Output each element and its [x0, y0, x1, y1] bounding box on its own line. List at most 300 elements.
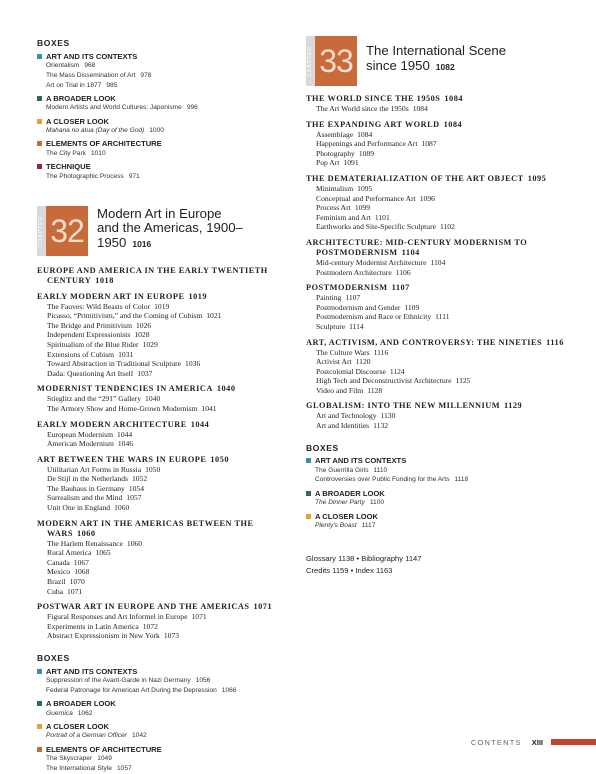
entry-title: Picasso, “Primitivism,” and the Coming of Cubism	[47, 311, 203, 321]
toc-entry	[37, 465, 287, 475]
entry-page: 1060	[126, 538, 143, 548]
entry-title: Mexico	[47, 567, 71, 577]
section-title: ARCHITECTURE: MID-CENTURY MODERNISM TO POSTMODERNISM	[306, 237, 528, 257]
entry-page: 1050	[145, 464, 161, 474]
section-title: EARLY MODERN ART IN EUROPE	[37, 291, 185, 301]
box-item-title: Mahana no atua (Day of the God)	[46, 127, 145, 135]
category-color-square	[306, 514, 311, 519]
entry-page: 1102	[440, 222, 455, 232]
category-color-square	[37, 141, 42, 146]
box-item-page: 996	[186, 104, 198, 112]
entry-page: 1072	[142, 621, 158, 631]
box-category	[37, 666, 287, 676]
section-page: 1060	[76, 528, 96, 538]
box-item-page: 978	[140, 71, 152, 79]
category-color-square	[37, 96, 42, 101]
entry-page: 1071	[67, 586, 83, 596]
entry-page: 1052	[131, 474, 148, 484]
box-item-page: 1100	[369, 499, 385, 507]
backmatter-line: Credits 1159 • Index 1163	[306, 565, 393, 575]
boxes-heading: BOXES	[306, 442, 339, 453]
box-item-page: 1049	[97, 755, 112, 763]
box-item-page: 1000	[149, 127, 164, 135]
entry-page: 1060	[114, 503, 130, 513]
section-heading	[306, 120, 576, 130]
section-title: ART, ACTIVISM, AND CONTROVERSY: THE NINETIES	[306, 337, 543, 347]
box-item-page: 1042	[131, 732, 147, 740]
entry-page: 1104	[430, 257, 446, 267]
toc-entry	[37, 539, 287, 549]
toc-entry	[37, 359, 287, 369]
section-heading	[37, 420, 287, 430]
entry-page: 1114	[349, 321, 364, 331]
entry-title: Painting	[316, 293, 342, 303]
sections	[306, 94, 576, 431]
toc-section	[37, 602, 287, 641]
section-heading	[37, 455, 287, 465]
category-color-square	[306, 491, 311, 496]
chapter-title-text: Modern Art in Europe	[97, 205, 222, 221]
toc-entry	[306, 104, 576, 114]
box-category-label: A BROADER LOOK	[46, 93, 116, 103]
box-item	[37, 71, 287, 81]
box-item-title: The Mass Dissemination of Art	[46, 71, 136, 79]
box-item	[37, 172, 287, 182]
entry-page: 1046	[117, 439, 134, 449]
entry-title: Abstract Expressionism in New York	[47, 631, 160, 641]
section-page: 1116	[546, 337, 564, 347]
box-category	[37, 139, 287, 149]
boxes-section	[37, 38, 287, 182]
box-group	[37, 51, 287, 90]
chapter-title-text: and the Americas, 1900–	[97, 220, 243, 236]
box-item-title: Controversies over Public Funding for the Arts	[315, 476, 450, 484]
entry-title: Figural Responses and Art Informel in Europe	[47, 612, 188, 622]
box-category-label: A CLOSER LOOK	[46, 116, 110, 126]
toc-entry	[306, 258, 576, 268]
page-footer	[471, 737, 596, 747]
toc-section	[37, 266, 287, 286]
entry-title: The Harlem Renaissance	[47, 538, 123, 548]
box-category	[306, 456, 576, 466]
entry-page: 1073	[163, 631, 180, 641]
box-category	[306, 511, 576, 521]
entry-page: 1107	[345, 293, 361, 303]
toc-entry	[37, 404, 287, 414]
box-category	[37, 116, 287, 126]
toc-section	[37, 455, 287, 513]
entry-title: Utilitarian Art Forms in Russia	[47, 464, 142, 474]
box-item-title: Modern Artists and World Cultures: Japonisme	[46, 104, 182, 112]
box-item-page: 1056	[195, 677, 211, 685]
chapter-number: 32	[46, 206, 88, 256]
box-item-page: 1010	[90, 149, 106, 157]
section-page: 1071	[253, 602, 273, 612]
box-category-label: ART AND ITS CONTEXTS	[46, 666, 138, 676]
entry-title: Stieglitz and the “291” Gallery	[47, 394, 142, 404]
box-item	[37, 149, 287, 159]
toc-entry	[37, 484, 287, 494]
right-column	[306, 0, 576, 577]
boxes-heading: BOXES	[37, 653, 70, 664]
entry-title: The Armory Show and Home-Grown Modernism	[47, 403, 198, 413]
box-item	[37, 61, 287, 71]
section-title: EARLY MODERN ARCHITECTURE	[37, 419, 187, 429]
toc-section	[37, 384, 287, 413]
entry-page: 1091	[343, 158, 359, 168]
toc-entry	[306, 348, 576, 358]
box-item-page: 1118	[454, 476, 469, 484]
chapter-title-text: The International Scene	[366, 43, 507, 58]
chapter-tab	[306, 36, 315, 86]
box-group	[37, 744, 287, 774]
box-category-label: ELEMENTS OF ARCHITECTURE	[46, 139, 162, 149]
section-heading	[306, 338, 576, 348]
entry-title: Art and Technology	[316, 411, 377, 421]
box-group	[37, 666, 287, 696]
left-column	[37, 0, 287, 774]
toc-entry	[306, 158, 576, 168]
entry-page: 1067	[73, 557, 89, 567]
section-heading	[37, 384, 287, 394]
chapter-page: 1082	[435, 61, 455, 72]
entry-title: De Stijl in the Netherlands	[47, 474, 128, 484]
toc-entry	[37, 631, 287, 641]
toc-entry	[37, 350, 287, 360]
chapter-tab-label: CHAPTER	[38, 215, 44, 247]
toc-entry	[306, 130, 576, 140]
entry-page: 1040	[145, 394, 161, 404]
chapter-heading	[306, 36, 576, 86]
entry-page: 1116	[373, 347, 389, 357]
toc-section	[306, 120, 576, 168]
entry-title: Postmodernism and Gender	[316, 302, 401, 312]
toc-entry	[306, 293, 576, 303]
box-item-title: Plenty’s Boast	[315, 522, 357, 530]
section-page: 1084	[444, 94, 463, 103]
entry-title: Earthworks and Site-Specific Sculpture	[316, 222, 436, 232]
box-group	[37, 139, 287, 159]
toc-section	[306, 238, 576, 277]
toc-entry	[37, 587, 287, 597]
box-item	[306, 498, 576, 508]
entry-page: 1128	[367, 385, 383, 395]
section-title: ART BETWEEN THE WARS IN EUROPE	[37, 454, 207, 464]
entry-page: 1095	[357, 183, 373, 193]
entry-page: 1132	[373, 421, 389, 431]
chapter-tab-label: CHAPTER	[307, 46, 313, 77]
toc-entry	[37, 548, 287, 558]
footer-bar	[551, 739, 596, 745]
box-item	[37, 676, 287, 686]
toc-entry	[37, 503, 287, 513]
toc-entry	[37, 321, 287, 331]
box-item-title: The Dinner Party	[315, 499, 365, 507]
box-item	[37, 764, 287, 774]
section-page: 1018	[95, 275, 114, 285]
box-group	[37, 162, 287, 182]
entry-page: 1029	[142, 339, 158, 349]
section-title: THE DEMATERIALIZATION OF THE ART OBJECT	[306, 173, 524, 183]
entry-title: Sculpture	[316, 321, 346, 331]
section-title: GLOBALISM: INTO THE NEW MILLENNIUM	[306, 401, 501, 411]
entry-page: 1026	[136, 320, 152, 330]
box-category-label: A CLOSER LOOK	[315, 511, 379, 521]
chapter-title	[97, 207, 243, 252]
box-item	[306, 475, 576, 485]
toc-section	[306, 338, 576, 396]
entry-title: Spiritualism of the Blue Rider	[47, 339, 139, 349]
toc-entry	[306, 213, 576, 223]
toc-entry	[306, 203, 576, 213]
section-heading	[306, 238, 576, 258]
entry-title: Postcolonial Discourse	[316, 366, 386, 376]
box-item	[37, 686, 287, 696]
entry-title: The Bauhaus in Germany	[47, 483, 125, 493]
section-page: 1044	[190, 419, 210, 429]
entry-title: Pop Art	[316, 158, 340, 168]
entry-title: Toward Abstraction in Traditional Sculpture	[47, 359, 182, 369]
section-title: MODERN ART IN THE AMERICAS BETWEEN THE WARS	[37, 518, 254, 538]
box-category	[37, 744, 287, 754]
box-item-title: Federal Patronage for American Art During the Depression	[46, 686, 217, 694]
section-title: THE WORLD SINCE THE 1950S	[306, 94, 441, 103]
entry-title: Video and Film	[316, 385, 364, 395]
entry-page: 1087	[421, 139, 437, 149]
box-item-page: 1117	[361, 522, 376, 530]
toc-entry	[37, 340, 287, 350]
category-color-square	[306, 458, 311, 463]
entry-page: 1068	[74, 567, 90, 577]
sections	[37, 266, 287, 641]
box-item-title: The City Park	[46, 149, 86, 157]
box-item-title: Portrait of a German Officer	[46, 732, 127, 740]
category-color-square	[37, 119, 42, 124]
section-heading	[37, 292, 287, 302]
entry-title: Experiments in Latin America	[47, 621, 139, 631]
section-page: 1129	[504, 401, 523, 411]
footer-label: CONTENTS	[470, 737, 522, 747]
box-category-label: A BROADER LOOK	[46, 699, 116, 709]
box-item-page: 971	[128, 172, 140, 180]
box-item	[37, 126, 287, 136]
chapter-heading	[37, 206, 287, 256]
entry-page: 1028	[134, 330, 150, 340]
box-category-label: A CLOSER LOOK	[46, 721, 110, 731]
box-item-title: Orientalism	[46, 62, 80, 69]
entry-page: 1065	[95, 548, 111, 558]
toc-entry	[37, 558, 287, 568]
box-item-page: 1062	[77, 709, 93, 717]
section-page: 1019	[188, 291, 208, 301]
section-title: THE EXPANDING ART WORLD	[306, 119, 440, 129]
box-category	[37, 51, 287, 61]
entry-title: Brazil	[47, 577, 66, 587]
entry-title: High Tech and Deconstructivist Architecture	[316, 376, 452, 386]
entry-page: 1084	[357, 129, 373, 139]
entry-title: Extensions of Cubism	[47, 349, 115, 359]
box-item	[306, 466, 576, 476]
box-item	[37, 103, 287, 113]
toc-entry	[37, 430, 287, 440]
entry-page: 1031	[118, 349, 134, 359]
box-category	[37, 162, 287, 172]
box-category-label: A BROADER LOOK	[315, 488, 385, 498]
toc-section	[37, 420, 287, 449]
toc-entry	[37, 493, 287, 503]
category-color-square	[37, 701, 42, 706]
toc-entry	[37, 330, 287, 340]
box-item-title: The Photographic Process	[46, 172, 124, 180]
section-heading	[306, 94, 576, 104]
box-item-page: 1057	[116, 765, 132, 772]
section-heading	[306, 401, 576, 411]
entry-page: 1054	[128, 483, 145, 493]
toc-entry	[306, 357, 576, 367]
entry-title: The Fauves: Wild Beasts of Color	[47, 301, 151, 311]
chapter-title-text: since 1950	[366, 57, 430, 73]
entry-title: European Modernism	[47, 429, 114, 439]
box-group	[37, 721, 287, 741]
toc-entry	[306, 268, 576, 278]
entry-page: 1125	[455, 376, 471, 386]
toc-entry	[306, 367, 576, 377]
toc-entry	[306, 222, 576, 232]
box-category-label: ART AND ITS CONTEXTS	[315, 456, 407, 466]
toc-section	[306, 174, 576, 232]
toc-entry	[306, 149, 576, 159]
box-item-title: Guernica	[46, 709, 73, 717]
entry-title: The Culture Wars	[316, 347, 370, 357]
category-color-square	[37, 164, 42, 169]
boxes-section	[37, 653, 287, 774]
box-item	[306, 521, 576, 531]
box-group	[306, 456, 576, 486]
entry-title: Surrealism and the Mind	[47, 493, 123, 503]
box-group	[37, 699, 287, 719]
backmatter	[306, 553, 576, 577]
entry-page: 1120	[355, 357, 371, 367]
toc-entry	[37, 612, 287, 622]
toc-section	[306, 94, 576, 114]
box-item-title: The Skyscraper	[46, 755, 93, 763]
entry-page: 1096	[419, 193, 435, 203]
section-page: 1050	[210, 454, 229, 464]
toc-entry	[37, 577, 287, 587]
chapter-title-line	[366, 44, 506, 59]
chapter-title-line	[97, 236, 243, 252]
entry-page: 1044	[117, 429, 133, 439]
entry-title: Independent Expressionists	[47, 330, 131, 340]
entry-title: Rural America	[47, 548, 92, 558]
entry-page: 1130	[380, 411, 396, 421]
entry-page: 1101	[374, 212, 390, 222]
toc-entry	[37, 394, 287, 404]
box-category-label: TECHNIQUE	[46, 162, 91, 172]
entry-title: Postmodernism and Race or Ethnicity	[316, 312, 432, 322]
chapter-number: 33	[315, 36, 357, 86]
entry-page: 1111	[435, 312, 450, 322]
category-color-square	[37, 669, 42, 674]
entry-page: 1021	[206, 311, 222, 321]
entry-page: 1071	[191, 612, 207, 622]
entry-page: 1106	[395, 267, 411, 277]
entry-title: Feminism and Art	[316, 212, 371, 222]
entry-title: Mid-century Modernist Architecture	[316, 257, 427, 267]
toc-section	[37, 292, 287, 379]
entry-title: The Bridge and Primitivism	[47, 320, 132, 330]
box-item-page: 985	[106, 81, 118, 89]
category-color-square	[37, 54, 42, 59]
toc-section	[306, 283, 576, 331]
entry-title: Minimalism	[316, 183, 354, 193]
box-item	[37, 81, 287, 91]
entry-page: 1099	[354, 203, 370, 213]
toc-entry	[306, 312, 576, 322]
section-page: 1040	[216, 384, 236, 394]
entry-title: Activist Art	[316, 357, 352, 367]
entry-title: Photography	[316, 148, 355, 158]
chapter-title-line	[97, 207, 243, 222]
chapter-page: 1016	[132, 239, 152, 250]
chapter-tab	[37, 206, 46, 256]
box-item	[37, 731, 287, 741]
entry-title: Cuba	[47, 586, 64, 596]
entry-title: Art and Identities	[316, 421, 370, 431]
section-heading	[37, 519, 287, 539]
entry-page: 1109	[404, 302, 420, 312]
toc-section	[37, 519, 287, 597]
section-title: POSTWAR ART IN EUROPE AND THE AMERICAS	[37, 602, 250, 612]
toc-entry	[37, 567, 287, 577]
box-item-title: The International Style	[46, 765, 112, 772]
section-heading	[37, 602, 287, 612]
chapter-title-line	[97, 221, 243, 236]
entry-title: Dada: Questioning Art Itself	[47, 368, 134, 378]
box-group	[37, 116, 287, 136]
boxes-section	[306, 443, 576, 531]
boxes-heading: BOXES	[37, 38, 70, 48]
box-group	[306, 511, 576, 531]
box-category-label: ELEMENTS OF ARCHITECTURE	[46, 744, 162, 754]
toc-entry	[37, 369, 287, 379]
box-category	[37, 699, 287, 709]
box-item-title: Art on Trial in 1877	[46, 81, 102, 89]
toc-entry	[306, 421, 576, 431]
toc-entry	[306, 194, 576, 204]
section-heading	[306, 283, 576, 293]
box-item-title: The Guerrilla Girls	[315, 466, 369, 474]
toc-entry	[37, 439, 287, 449]
entry-page: 1019	[154, 301, 170, 311]
toc-entry	[306, 386, 576, 396]
toc-entry	[37, 311, 287, 321]
toc-entry	[306, 322, 576, 332]
footer-page-number: XIII	[531, 737, 543, 747]
section-page: 1095	[527, 173, 547, 183]
box-item	[37, 754, 287, 764]
box-item-page: 1066	[221, 686, 237, 694]
box-item-title: Suppression of the Avant-Garde in Nazi Germany	[46, 677, 191, 685]
chapter-title-line	[366, 59, 506, 75]
toc-entry	[37, 622, 287, 632]
toc-entry	[306, 184, 576, 194]
box-group	[37, 93, 287, 113]
entry-page: 1036	[185, 359, 201, 369]
category-color-square	[37, 724, 42, 729]
toc-entry	[37, 302, 287, 312]
toc-section	[306, 401, 576, 430]
